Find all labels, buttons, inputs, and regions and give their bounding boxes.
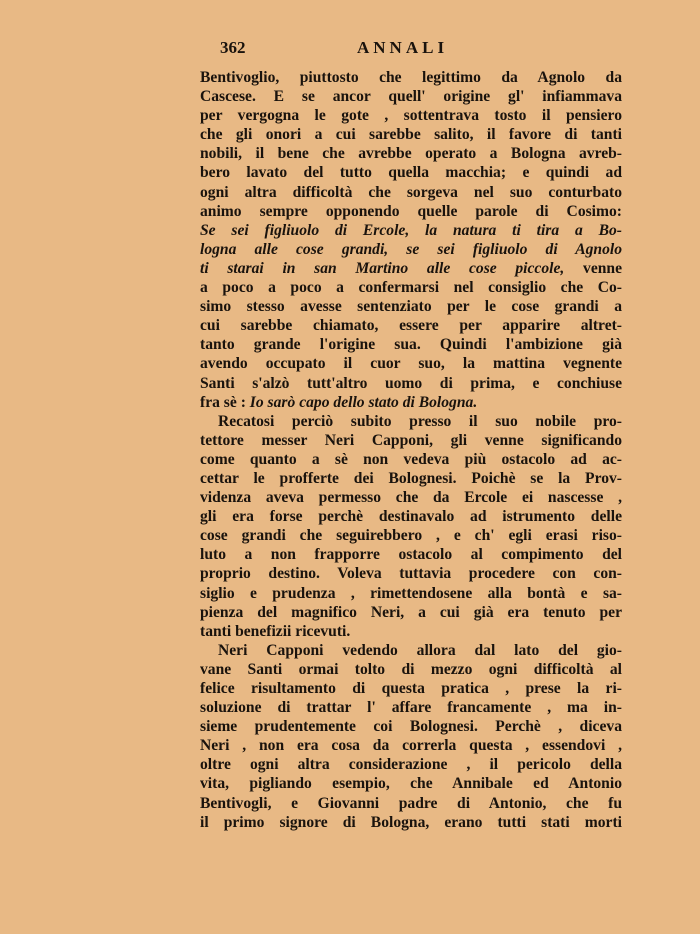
text-line: tanto grande l'origine sua. Quindi l'ambizione già bbox=[200, 336, 622, 354]
text-line: per vergogna le gote , sottentrava tosto il pensiero bbox=[200, 107, 622, 125]
quote-fragment: ti starai in san Martino alle cose piccole, bbox=[200, 259, 565, 277]
text-line: siglio e prudenza , rimettendosene alla bontà e sa- bbox=[200, 584, 622, 602]
text-line: cui sarebbe chiamato, essere per apparire altret- bbox=[200, 317, 622, 335]
page-header bbox=[0, 38, 700, 62]
text-line: felice risultamento di questa pratica , prese la ri- bbox=[200, 680, 622, 697]
text-line: cettar le profferte dei Bolognesi. Poichè se la Prov- bbox=[200, 469, 622, 487]
text-line: soluzione di trattar l' affare francamente , ma in- bbox=[200, 699, 622, 717]
text-line: vita, pigliando esempio, che Annibale ed Antonio bbox=[200, 775, 622, 793]
text-line: oltre ogni altra considerazione , il pericolo della bbox=[200, 756, 622, 774]
text-line: Bentivogli, e Giovanni padre di Antonio, che fu bbox=[200, 794, 622, 812]
paragraph-start-line: Recatosi perciò subito presso il suo nobile pro- bbox=[218, 412, 622, 430]
text-line: tettore messer Neri Capponi, gli venne significando bbox=[200, 431, 622, 449]
text-line: vane Santi ormai tolto di mezzo ogni difficoltà al bbox=[200, 660, 622, 678]
text-line: ogni altra difficoltà che sorgeva nel suo conturbato bbox=[200, 183, 622, 201]
text-line: Cascese. E se ancor quell' origine gl' infiammava bbox=[200, 88, 622, 106]
paragraph-start-line: Neri Capponi vedendo allora dal lato del gio- bbox=[218, 641, 622, 659]
text-line: che gli onori a cui sarebbe salito, il favore di tanti bbox=[200, 126, 622, 144]
text-line: videnza aveva permesso che da Ercole ei nascesse , bbox=[200, 489, 622, 507]
quote-fragment: Io sarò capo dello stato di Bologna. bbox=[249, 393, 478, 411]
text-fragment: fra sè : bbox=[200, 393, 246, 411]
text-line: bero lavato del tutto quella macchia; e quindi ad bbox=[200, 164, 622, 182]
text-line: Neri , non era cosa da correrla questa , essendovi , bbox=[200, 737, 622, 755]
quote-line: logna alle cose grandi, se sei figliuolo di Agnolo bbox=[200, 240, 622, 258]
text-line: animo sempre opponendo quelle parole di Cosimo: bbox=[200, 202, 622, 220]
text-line: il primo signore di Bologna, erano tutti stati morti bbox=[200, 813, 622, 831]
paragraph-end-line: tanti benefizii ricevuti. bbox=[200, 622, 351, 640]
text-line: proprio destino. Voleva tuttavia procedere con con- bbox=[200, 565, 622, 583]
body-text bbox=[200, 68, 622, 832]
text-line: gli era forse perchè destinavalo ad istrumento delle bbox=[200, 508, 622, 526]
text-line: Bentivoglio, piuttosto che legittimo da Agnolo da bbox=[200, 69, 622, 86]
text-line: sieme prudentemente coi Bolognesi. Perchè , diceva bbox=[200, 718, 622, 736]
text-line: simo stesso avesse sentenziato per le cose grandi a bbox=[200, 298, 622, 316]
text-line: a poco a poco a confermarsi nel consiglio che Co- bbox=[200, 279, 622, 297]
text-line: pienza del magnifico Neri, a cui già era tenuto per bbox=[200, 603, 622, 621]
text-line: nobili, il bene che avrebbe operato a Bologna avreb- bbox=[200, 145, 622, 163]
text-line: cose grandi che seguirebbero , e ch' egli erasi riso- bbox=[200, 527, 622, 545]
running-title: ANNALI bbox=[357, 38, 449, 57]
text-line: come quanto a sè non vedeva più ostacolo ad ac- bbox=[200, 450, 622, 468]
text-fragment: venne bbox=[583, 259, 622, 277]
quote-line: Se sei figliuolo di Ercole, la natura ti tira a Bo- bbox=[200, 221, 622, 239]
text-line: Santi s'alzò tutt'altro uomo di prima, e conchiuse bbox=[200, 374, 622, 392]
text-line: avendo occupato il cuor suo, la mattina vegnente bbox=[200, 355, 622, 373]
text-line: luto a non frapporre ostacolo al compimento del bbox=[200, 546, 622, 564]
mixed-line bbox=[200, 393, 622, 412]
mixed-line bbox=[200, 259, 622, 278]
page-number: 362 bbox=[220, 38, 246, 57]
